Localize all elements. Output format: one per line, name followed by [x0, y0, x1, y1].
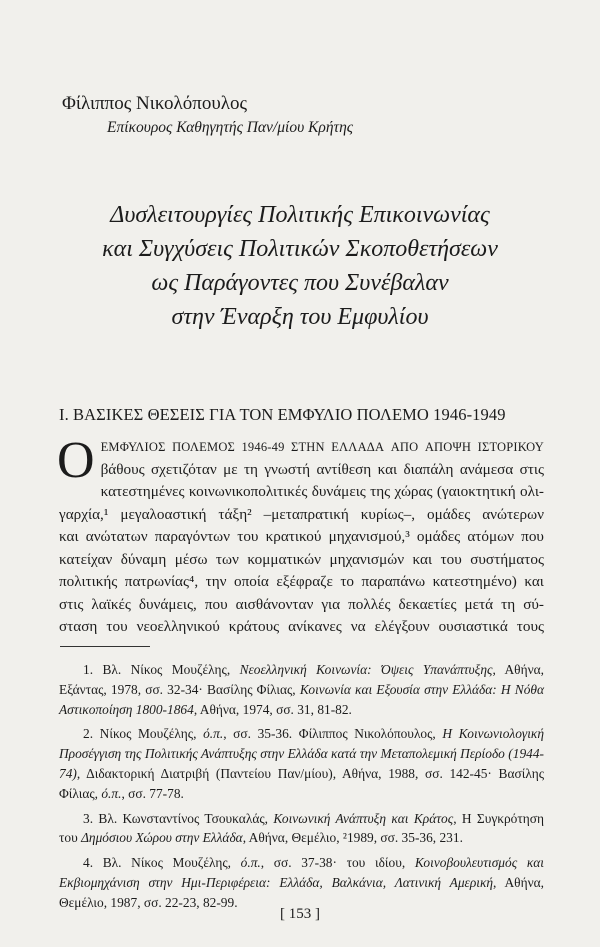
- body-line: στις λαϊκές δυνάμεις, που αισθάνονταν για πολλές δεκαετίες μετά τη σύ-: [59, 595, 544, 613]
- author-name: Φίλιππος Νικολόπουλος: [62, 93, 247, 114]
- body-line: σταση του νεοελληνικού κράτους ανίκανες να ελέγξουν ουσιαστικά τους: [59, 618, 544, 635]
- body-line: κατεστημένες κοινωνικοπολιτικές δυνάμεις της χώρας (γαιοκτητική ολι-: [100, 483, 544, 500]
- body-line: ΕΜΦΥΛΙΟΣ ΠΟΛΕΜΟΣ 1946-49 ΣΤΗΝ ΕΛΛΑΔΑ ΑΠΟ ΑΠΟΨΗ ΙΣΤΟΡΙΚΟΥ: [100, 440, 544, 454]
- author-affiliation: Επίκουρος Καθηγητής Παν/μίου Κρήτης: [107, 119, 354, 136]
- footnote-3: 3. Βλ. Κωνσταντίνος Τσουκαλάς, Κοινωνική Ανάπτυξη και Κράτος, Η Συγκρότηση του Δημόσιου Χώρου στην Ελλάδα, Αθήνα, Θεμέλιο, ²1989, σσ. 35-36, 231.: [59, 810, 544, 846]
- body-line: πολιτικής πατρωνίας⁴, την οποία εξέφραζε το παραπάνω κατεστημένο) και: [59, 573, 544, 590]
- title-line: στην Έναρξη του Εμφυλίου: [171, 304, 429, 330]
- footnote-2: 2. Νίκος Μουζέλης, ό.π., σσ. 35-36. Φίλιππος Νικολόπουλος, Η Κοινωνιολογική Προσέγγιση της Πολιτικής Ανάπτυξης στην Ελλάδα κατά την Μεταπολεμική Περίοδο (1944-74), Διδακτορική Διατριβή (Παντείου Παν/μίου), Αθήνα, 1988, σσ. 142-45· Βασίλης Φίλιας, ό.π., σσ. 77-78.: [59, 726, 544, 801]
- body-line: γαρχία,¹ μεγαλοαστική τάξη² –μεταπρατική κυρίως–, ομάδες ανώτερων: [59, 505, 544, 523]
- body-line: βάθους σχετιζόταν με τη γνωστή αντίθεση και διαπάλη ανάμεσα στις: [100, 460, 544, 478]
- title-line: Δυσλειτουργίες Πολιτικής Επικοινωνίας: [110, 202, 490, 228]
- page-number: [ 153 ]: [280, 906, 320, 922]
- footnote-1: 1. Βλ. Νίκος Μουζέλης, Νεοελληνική Κοινωνία: Όψεις Υπανάπτυξης, Αθήνα, Εξάντας, 1978, σσ. 32-34· Βασίλης Φίλιας, Κοινωνία και Εξουσία στην Ελλάδα: Η Νόθα Αστικοποίηση 1800-1864, Αθήνα, 1974, σσ. 31, 81-82.: [59, 662, 545, 717]
- title-line: ως Παράγοντες που Συνέβαλαν: [151, 270, 449, 296]
- body-line: και ανώτατων παραγόντων του κρατικού μηχανισμού,³ ομάδες ατόμων που: [59, 528, 544, 545]
- footnotes: [59, 660, 544, 918]
- body-line: κατείχαν δύναμη μέσω των κομματικών μηχανισμών και του συστήματος: [59, 550, 544, 568]
- title-line: και Συγχύσεις Πολιτικών Σκοποθετήσεων: [102, 236, 498, 262]
- footnote-4: 4. Βλ. Νίκος Μουζέλης, ό.π., σσ. 37-38· του ιδίου, Κοινοβουλευτισμός και Εκβιομηχάνιση στην Ημι-Περιφέρεια: Ελλάδα, Βαλκάνια, Λατινική Αμερική, Αθήνα, Θεμέλιο, 1987, σσ. 22-23, 82-99.: [59, 855, 545, 910]
- section-heading: Ι. ΒΑΣΙΚΕΣ ΘΕΣΕΙΣ ΓΙΑ ΤΟΝ ΕΜΦΥΛΙΟ ΠΟΛΕΜΟ 1946-1949: [59, 405, 506, 424]
- body-text: [57, 432, 544, 639]
- footnote-divider: [60, 646, 150, 647]
- article-title: [60, 198, 540, 334]
- drop-cap: Ο: [57, 432, 95, 489]
